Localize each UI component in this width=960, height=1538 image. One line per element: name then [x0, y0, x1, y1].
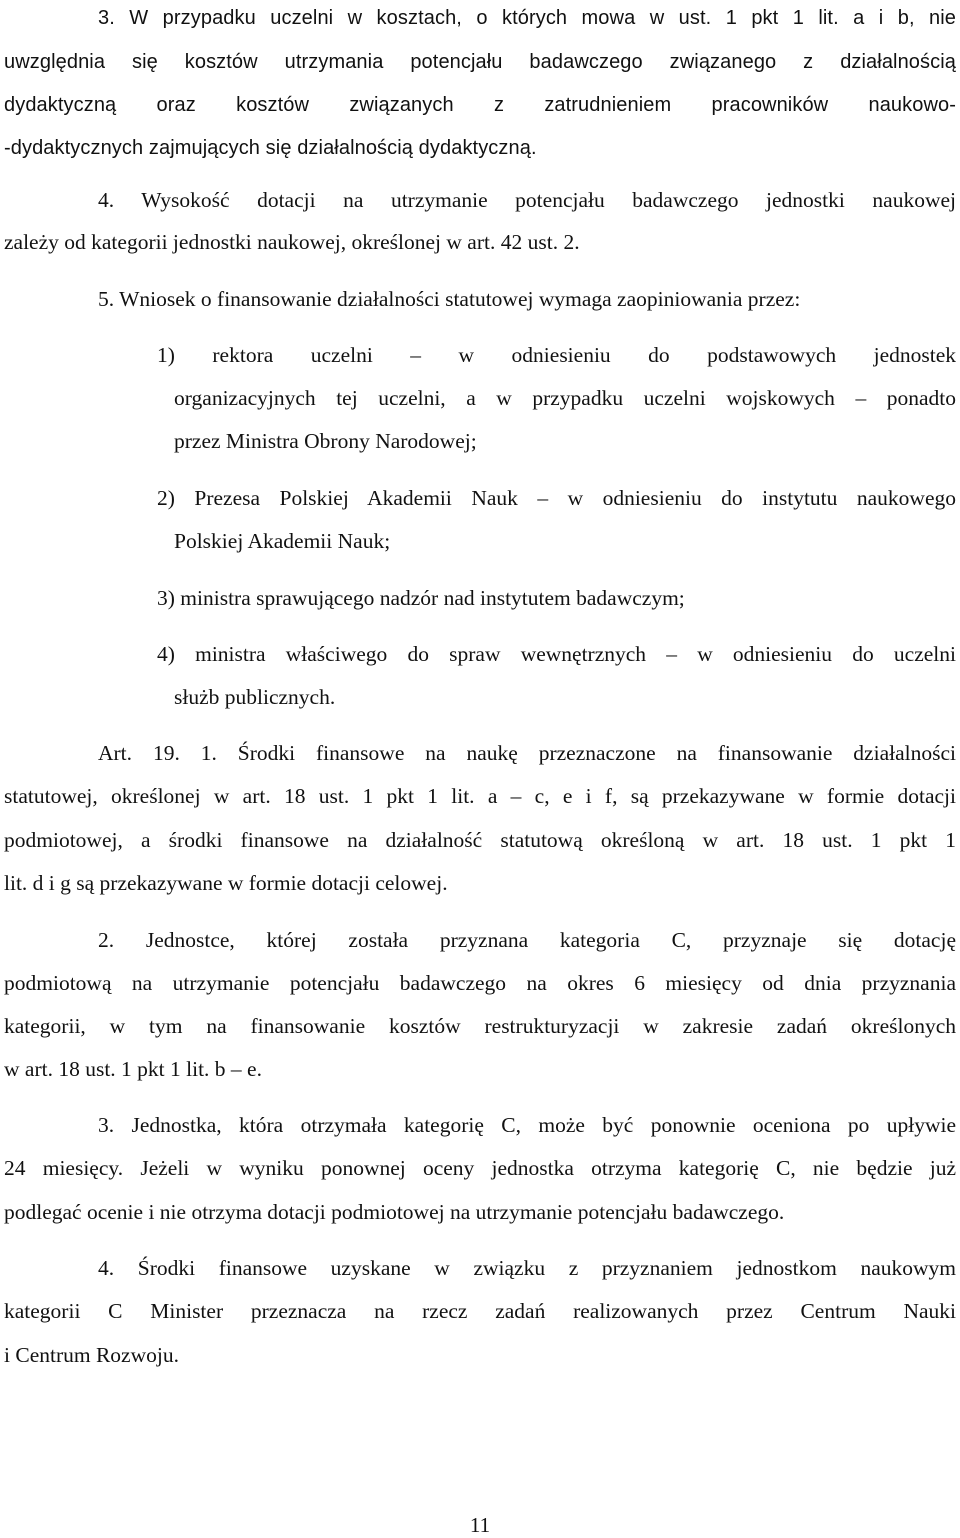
list-item-line: przez Ministra Obrony Narodowej;: [174, 429, 477, 453]
text-line: podmiotową na utrzymanie potencjału badawczego na okres 6 miesięcy od dnia przyznania: [4, 971, 956, 995]
text-line: uwzględnia się kosztów utrzymania potencjału badawczego związanego z działalnością: [4, 51, 956, 73]
text-line: dydaktyczną oraz kosztów związanych z zatrudnieniem pracowników naukowo-: [4, 94, 956, 116]
text-line: 4. Wysokość dotacji na utrzymanie potencjału badawczego jednostki naukowej: [98, 188, 956, 212]
text-line: kategorii, w tym na finansowanie kosztów restrukturyzacji w zakresie zadań określonych: [4, 1014, 956, 1038]
text-line: kategorii C Minister przeznacza na rzecz zadań realizowanych przez Centrum Nauki: [4, 1299, 956, 1323]
text-line: 24 miesięcy. Jeżeli w wyniku ponownej oceny jednostka otrzyma kategorię C, nie będzie już: [4, 1156, 956, 1180]
text-line: 3. Jednostka, która otrzymała kategorię C, może być ponownie oceniona po upływie: [98, 1113, 956, 1137]
list-item-line: służb publicznych.: [174, 685, 336, 709]
text-line: zależy od kategorii jednostki naukowej, określonej w art. 42 ust. 2.: [4, 230, 580, 254]
text-line: 2. Jednostce, której została przyznana kategoria C, przyznaje się dotację: [98, 928, 956, 952]
text-line: Art. 19. 1. Środki finansowe na naukę przeznaczone na finansowanie działalności: [98, 741, 956, 765]
list-item-line: 2) Prezesa Polskiej Akademii Nauk – w odniesieniu do instytutu naukowego: [157, 486, 956, 510]
text-line: 4. Środki finansowe uzyskane w związku z przyznaniem jednostkom naukowym: [98, 1256, 956, 1280]
list-item-line: 4) ministra właściwego do spraw wewnętrznych – w odniesieniu do uczelni: [157, 642, 956, 666]
text-line: i Centrum Rozwoju.: [4, 1343, 179, 1367]
text-line: 3. W przypadku uczelni w kosztach, o których mowa w ust. 1 pkt 1 lit. a i b, nie: [98, 7, 956, 29]
list-item-line: Polskiej Akademii Nauk;: [174, 529, 391, 553]
text-line: podmiotowej, a środki finansowe na działalność statutową określoną w art. 18 ust. 1 pkt 1: [4, 828, 956, 852]
text-line: statutowej, określonej w art. 18 ust. 1 pkt 1 lit. a – c, e i f, są przekazywane w formie dotacji: [4, 784, 956, 808]
text-line: lit. d i g są przekazywane w formie dotacji celowej.: [4, 871, 448, 895]
text-line: 5. Wniosek o finansowanie działalności statutowej wymaga zaopiniowania przez:: [98, 287, 801, 311]
text-line: -dydaktycznych zajmujących się działalnością dydaktyczną.: [4, 137, 537, 159]
text-line: podlegać ocenie i nie otrzyma dotacji podmiotowej na utrzymanie potencjału badawczego.: [4, 1200, 785, 1224]
page-number: 11: [469, 1513, 491, 1537]
list-item-line: 1) rektora uczelni – w odniesieniu do podstawowych jednostek: [157, 343, 956, 367]
list-item-line: organizacyjnych tej uczelni, a w przypadku uczelni wojskowych – ponadto: [174, 386, 956, 410]
text-line: w art. 18 ust. 1 pkt 1 lit. b – e.: [4, 1057, 262, 1081]
list-item-line: 3) ministra sprawującego nadzór nad instytutem badawczym;: [157, 586, 685, 610]
